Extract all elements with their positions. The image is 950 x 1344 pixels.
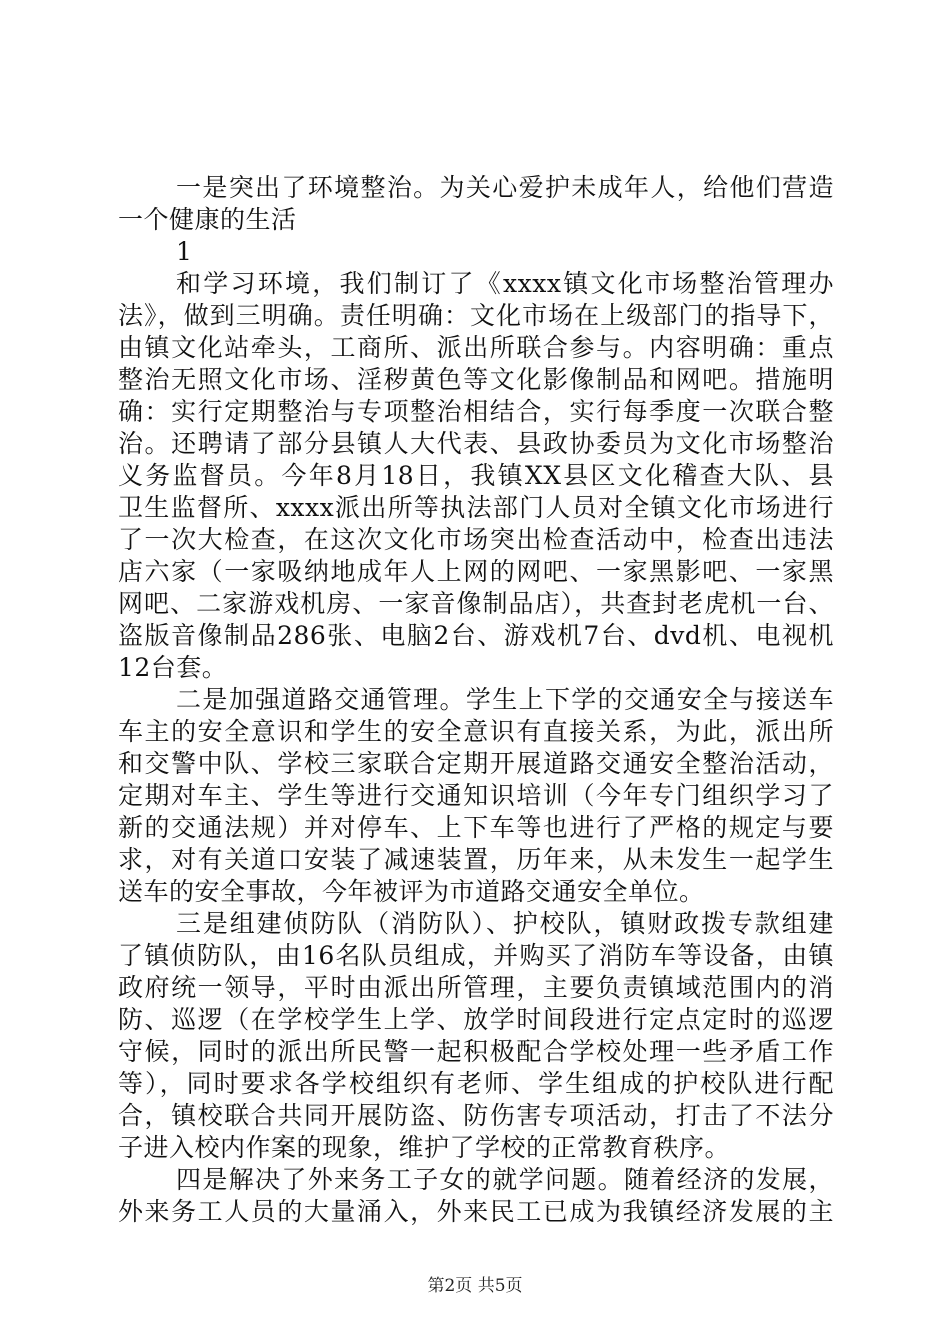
text-line: 由镇文化站牵头，工商所、派出所联合参与。内容明确：重点 (118, 333, 834, 362)
text-line: 确：实行定期整治与专项整治相结合，实行每季度一次联合整 (118, 397, 834, 426)
text-line: 求，对有关道口安装了减速装置，历年来，从未发生一起学生 (118, 845, 834, 874)
text-line: 法》，做到三明确。责任明确：文化市场在上级部门的指导下， (118, 301, 834, 330)
text-line: 卫生监督所、xxxx派出所等执法部门人员对全镇文化市场进行 (118, 493, 834, 522)
text-line: 等），同时要求各学校组织有老师、学生组成的护校队进行配 (118, 1069, 834, 1098)
text-line: 治。还聘请了部分县镇人大代表、县政协委员为文化市场整治 (118, 429, 834, 458)
text-line: 定期对车主、学生等进行交通知识培训（今年专门组织学习了 (118, 781, 834, 810)
document-body (118, 172, 834, 1228)
text-line: 盗版音像制品286张、电脑2台、游戏机7台、dvd机、电视机 (118, 621, 834, 650)
page-footer: 第2页 共5页 (427, 1276, 523, 1296)
text-line: 12台套。 (118, 653, 228, 682)
text-line: 和学习环境，我们制订了《xxxx镇文化市场整治管理办 (176, 269, 834, 298)
text-line: 守候，同时的派出所民警一起积极配合学校处理一些矛盾工作 (118, 1037, 834, 1066)
text-line: 子进入校内作案的现象，维护了学校的正常教育秩序。 (118, 1133, 731, 1162)
text-line: 整治无照文化市场、淫秽黄色等文化影像制品和网吧。措施明 (118, 365, 834, 394)
text-line: 了一次大检查，在这次文化市场突出检查活动中，检查出违法 (118, 525, 834, 554)
text-line: 送车的安全事故，今年被评为市道路交通安全单位。 (118, 877, 705, 906)
text-line: 外来务工人员的大量涌入，外来民工已成为我镇经济发展的主 (118, 1197, 834, 1226)
text-line: 了镇侦防队，由16名队员组成，并购买了消防车等设备，由镇 (118, 941, 834, 970)
text-line: 合，镇校联合共同开展防盗、防伤害专项活动，打击了不法分 (118, 1101, 834, 1130)
text-line: 和交警中队、学校三家联合定期开展道路交通安全整治活动， (118, 749, 834, 778)
text-line: 防、巡逻（在学校学生上学、放学时间段进行定点定时的巡逻 (118, 1005, 834, 1034)
text-line: 车主的安全意识和学生的安全意识有直接关系，为此，派出所 (118, 717, 834, 746)
text-line: 政府统一领导，平时由派出所管理，主要负责镇域范围内的消 (118, 973, 834, 1002)
text-line: 义务监督员。今年8月18日，我镇XX县区文化稽查大队、县 (118, 461, 834, 490)
text-line: 新的交通法规）并对停车、上下车等也进行了严格的规定与要 (118, 813, 834, 842)
text-line: 店六家（一家吸纳地成年人上网的网吧、一家黑影吧、一家黑 (118, 557, 834, 586)
text-line: 二是加强道路交通管理。学生上下学的交通安全与接送车 (176, 685, 834, 714)
text-line: 1 (176, 237, 193, 266)
text-line: 网吧、二家游戏机房、一家音像制品店），共查封老虎机一台、 (118, 589, 834, 618)
text-line: 三是组建侦防队（消防队）、护校队，镇财政拨专款组建 (176, 909, 834, 938)
text-line: 一个健康的生活 (118, 205, 297, 234)
text-line: 四是解决了外来务工子女的就学问题。随着经济的发展， (176, 1165, 834, 1194)
text-line: 一是突出了环境整治。为关心爱护未成年人，给他们营造 (176, 173, 834, 202)
